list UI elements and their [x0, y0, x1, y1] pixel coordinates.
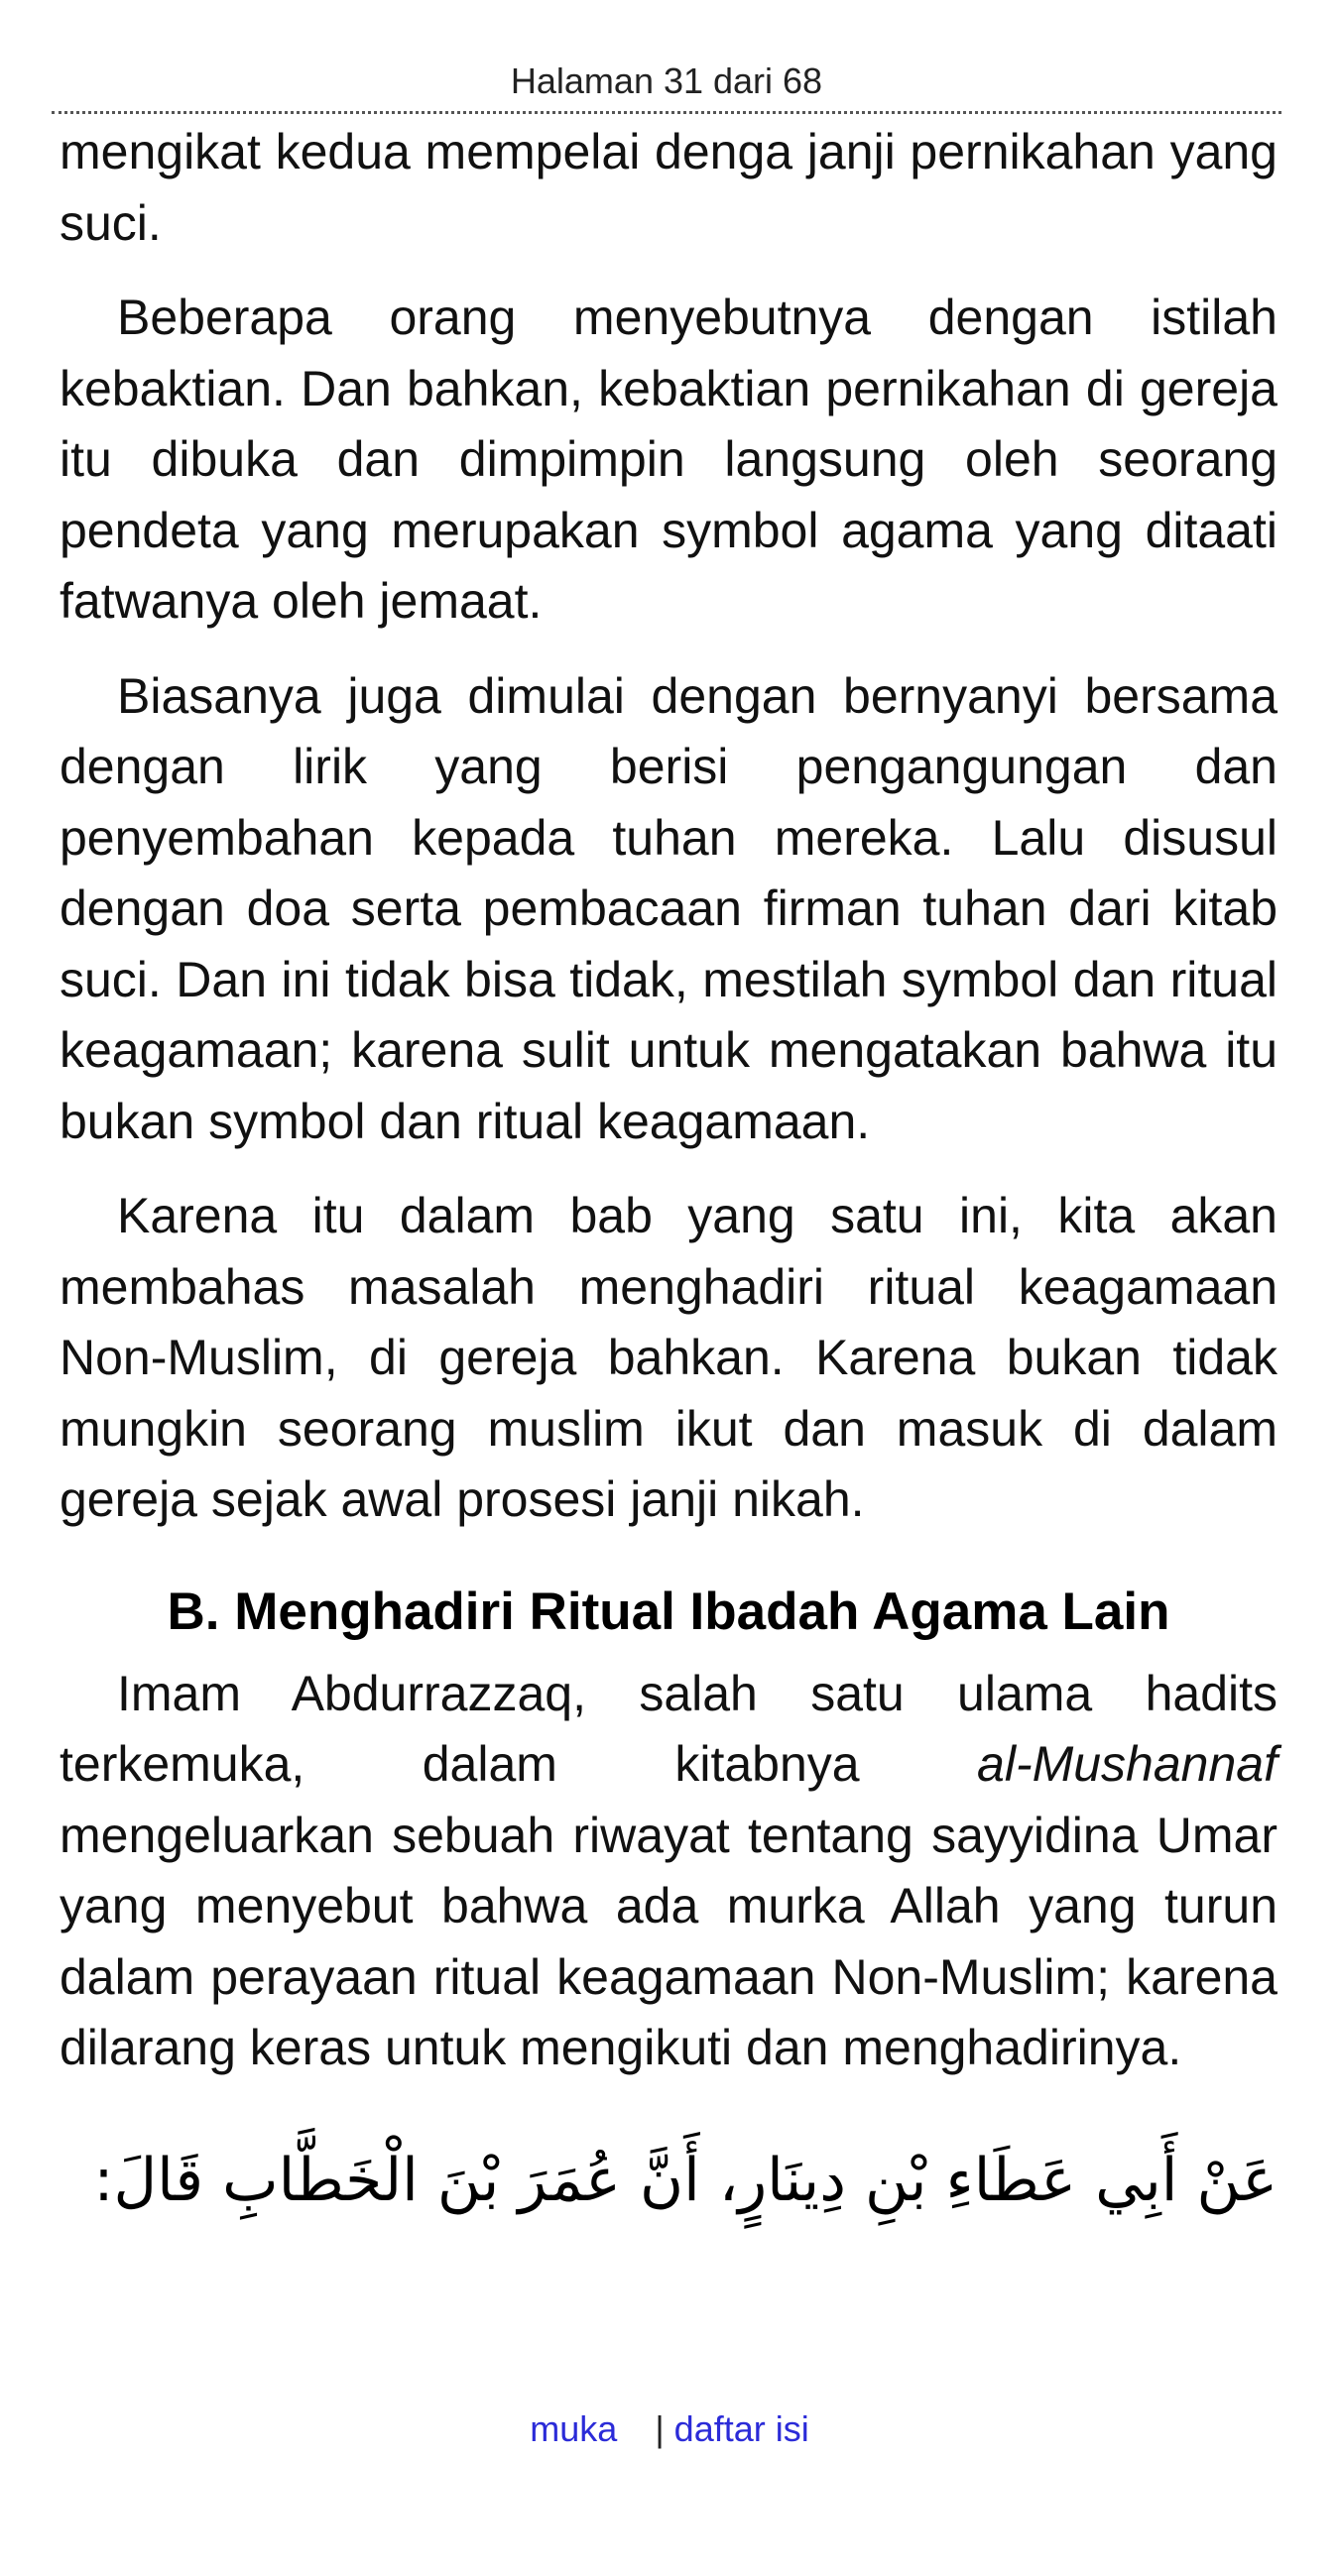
paragraph-ritual-description: Biasanya juga dimulai dengan bernyanyi bersama dengan lirik yang berisi pengangungan dan penyembahan kepada tuhan mereka. Lalu disusul dengan doa serta pembacaan firman tuhan dari kitab suci. Dan ini tidak bisa tidak, mestilah symbol dan ritual keagamaan; karena sulit untuk mengatakan bahwa itu bukan symbol dan ritual keagamaan. — [60, 667, 1278, 1149]
page-content — [60, 117, 1278, 2235]
cover-link[interactable]: muka — [530, 2408, 618, 2449]
arabic-hadith-text: عَنْ أَبِي عَطَاءِ بْنِ دِينَارٍ، أَنَّ عُمَرَ بْنَ الْخَطَّابِ قَالَ: — [93, 2145, 1278, 2215]
paragraph-abdurrazzaq — [60, 1659, 1278, 2084]
paragraph-kebaktian: Beberapa orang menyebutnya dengan istilah kebaktian. Dan bahkan, kebaktian pernikahan di gereja itu dibuka dan dimpimpin langsung oleh seorang pendeta yang merupakan symbol agama yang ditaati fatwanya oleh jemaat. — [60, 290, 1278, 629]
table-of-contents-link[interactable]: daftar isi — [673, 2408, 809, 2449]
footer-navigation — [0, 2404, 1339, 2454]
paragraph-chapter-scope: Karena itu dalam bab yang satu ini, kita akan membahas masalah menghadiri ritual keagamaan Non-Muslim, di gereja bahkan. Karena bukan tidak mungkin seorang muslim ikut dan masuk di dalam gereja sejak awal prosesi janji nikah. — [60, 1188, 1278, 1527]
book-title-italic: al-Mushannaf — [977, 1736, 1278, 1792]
paragraph-continuation: mengikat kedua mempelai denga janji pernikahan yang suci. — [60, 124, 1278, 251]
paragraph-text-end: mengeluarkan sebuah riwayat tentang sayyidina Umar yang menyebut bahwa ada murka Allah yang turun dalam perayaan ritual keagamaan Non-Muslim; karena dilarang keras untuk mengikuti dan menghadirinya. — [60, 1807, 1278, 2075]
nav-separator: | — [655, 2408, 665, 2449]
paragraph-text-start: Imam Abdurrazzaq, salah satu ulama hadits terkemuka, dalam kitabnya — [60, 1665, 1278, 1792]
header-divider — [52, 111, 1281, 114]
section-heading: B. Menghadiri Ritual Ibadah Agama Lain — [167, 1581, 1170, 1641]
page-indicator: Halaman 31 dari 68 — [510, 60, 823, 101]
